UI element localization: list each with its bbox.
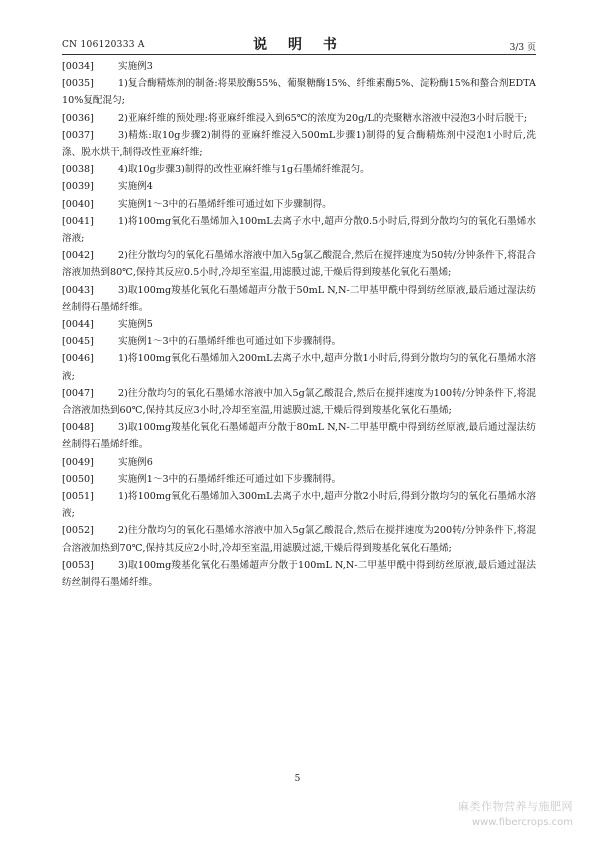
paragraph-text: 1)将100mg氧化石墨烯加入300mL去离子水中,超声分散2小时后,得到分散均匀的氧化石墨烯水溶液; (62, 491, 536, 520)
paragraph (62, 110, 536, 127)
paragraph-text: 2)往分散均匀的氧化石墨烯水溶液中加入5g氯乙酸混合,然后在搅拌速度为100转/分钟条件下,将混合溶液加热到60℃,保持其反应3小时,冷却至室温,用滤膜过滤,干燥后得到羧基化氧化石墨烯; (62, 387, 536, 417)
watermark-site-name: 麻类作物营养与施肥网 (458, 800, 573, 813)
paragraph-number: [0053] (62, 559, 94, 571)
paragraph-text: 实施例6 (118, 456, 153, 468)
document-body (62, 58, 536, 591)
paragraph-text: 实施例1～3中的石墨烯纤维还可通过如下步骤制得。 (118, 473, 342, 485)
paragraph (62, 75, 536, 109)
paragraph-number: [0051] (62, 491, 94, 503)
paragraph-number: [0049] (62, 456, 94, 468)
paragraph-text: 2)亚麻纤维的预处理:将亚麻纤维浸入到65℃的浓度为20g/L的壳聚糖水溶液中浸泡3小时后脱干; (118, 112, 528, 124)
paragraph-number: [0037] (62, 129, 94, 141)
paragraph (62, 419, 536, 453)
paragraph-number: [0040] (62, 198, 94, 210)
paragraph (62, 161, 536, 178)
paragraph (62, 333, 536, 350)
page-indicator: 3/3 页 (509, 43, 536, 53)
paragraph-text: 实施例1～3中的石墨烯纤维也可通过如下步骤制得。 (118, 336, 342, 348)
paragraph-text: 2)往分散均匀的氧化石墨烯水溶液中加入5g氯乙酸混合,然后在搅拌速度为200转/分钟条件下,将混合溶液加热到70℃,保持其反应2小时,冷却至室温,用滤膜过滤,干燥后得到羧基化氧化石墨烯; (62, 525, 536, 554)
paragraph (62, 178, 536, 195)
paragraph-text: 实施例4 (118, 181, 153, 193)
paragraph-number: [0036] (62, 112, 94, 124)
paragraph-number: [0050] (62, 473, 94, 485)
paragraph (62, 350, 536, 384)
paragraph-text: 实施例3 (118, 61, 153, 72)
paragraph-number: [0052] (62, 525, 94, 537)
paragraph-text: 实施例5 (118, 319, 153, 331)
paragraph (62, 213, 536, 247)
paragraph-number: [0046] (62, 353, 94, 365)
paragraph-text: 实施例1～3中的石墨烯纤维可通过如下步骤制得。 (118, 198, 332, 210)
page-header (62, 34, 536, 55)
paragraph-number: [0047] (62, 387, 94, 399)
paragraph (62, 488, 536, 522)
paragraph-number: [0048] (62, 422, 94, 434)
document-title: 说 明 书 (253, 37, 345, 53)
paragraph-number: [0044] (62, 319, 94, 331)
paragraph-text: 3)取100mg羧基化氧化石墨烯超声分散于80mL N,N-二甲基甲酰中得到纺丝原液,最后通过湿法纺丝制得石墨烯纤维。 (62, 422, 536, 451)
paragraph-number: [0043] (62, 284, 94, 296)
paragraph-number: [0039] (62, 181, 94, 193)
paragraph (62, 282, 536, 316)
paragraph-number: [0034] (62, 61, 94, 72)
paragraph-text: 1)复合酶精炼剂的制备:将果胶酶55%、葡聚糖酶15%、纤维素酶5%、淀粉酶15%和螯合剂EDTA 10%复配混匀; (62, 78, 536, 107)
paragraph-number: [0041] (62, 215, 94, 227)
paragraph (62, 316, 536, 333)
page-number: 5 (294, 774, 301, 784)
paragraph (62, 58, 536, 75)
paragraph-text: 1)将100mg氧化石墨烯加入100mL去离子水中,超声分散0.5小时后,得到分散均匀的氧化石墨烯水溶液; (62, 215, 536, 245)
publication-number: CN 106120333 A (62, 40, 145, 50)
paragraph-text: 4)取10g步骤3)制得的改性亚麻纤维与1g石墨烯纤维混匀。 (118, 164, 370, 176)
paragraph-number: [0045] (62, 336, 94, 348)
paragraph (62, 247, 536, 281)
paragraph-text: 3)取100mg羧基化氧化石墨烯超声分散于100mL N,N-二甲基甲酰中得到纺丝原液,最后通过湿法纺丝制得石墨烯纤维。 (62, 559, 536, 589)
paragraph-text: 3)精炼:取10g步骤2)制得的亚麻纤维浸入500mL步骤1)制得的复合酶精炼剂中浸泡1小时后,洗涤、脱水烘干,制得改性亚麻纤维; (62, 129, 536, 159)
paragraph-number: [0035] (62, 78, 94, 90)
paragraph (62, 557, 536, 591)
paragraph (62, 127, 536, 161)
paragraph-number: [0038] (62, 164, 94, 176)
paragraph (62, 454, 536, 471)
paragraph-text: 3)取100mg羧基化氧化石墨烯超声分散于50mL N,N-二甲基甲酰中得到纺丝原液,最后通过湿法纺丝制得石墨烯纤维。 (62, 284, 536, 313)
paragraph-text: 2)往分散均匀的氧化石墨烯水溶液中加入5g氯乙酸混合,然后在搅拌速度为50转/分钟条件下,将混合溶液加热到80℃,保持其反应0.5小时,冷却至室温,用滤膜过滤,干燥后得到羧基化氧化石墨烯; (62, 250, 536, 279)
paragraph-number: [0042] (62, 250, 94, 262)
paragraph (62, 471, 536, 488)
paragraph (62, 522, 536, 556)
paragraph (62, 196, 536, 213)
watermark-url: www.fibercrops.com (471, 817, 573, 828)
paragraph-text: 1)将100mg氧化石墨烯加入200mL去离子水中,超声分散1小时后,得到分散均匀的氧化石墨烯水溶液; (62, 353, 536, 382)
watermark (458, 798, 573, 828)
paragraph (62, 385, 536, 419)
